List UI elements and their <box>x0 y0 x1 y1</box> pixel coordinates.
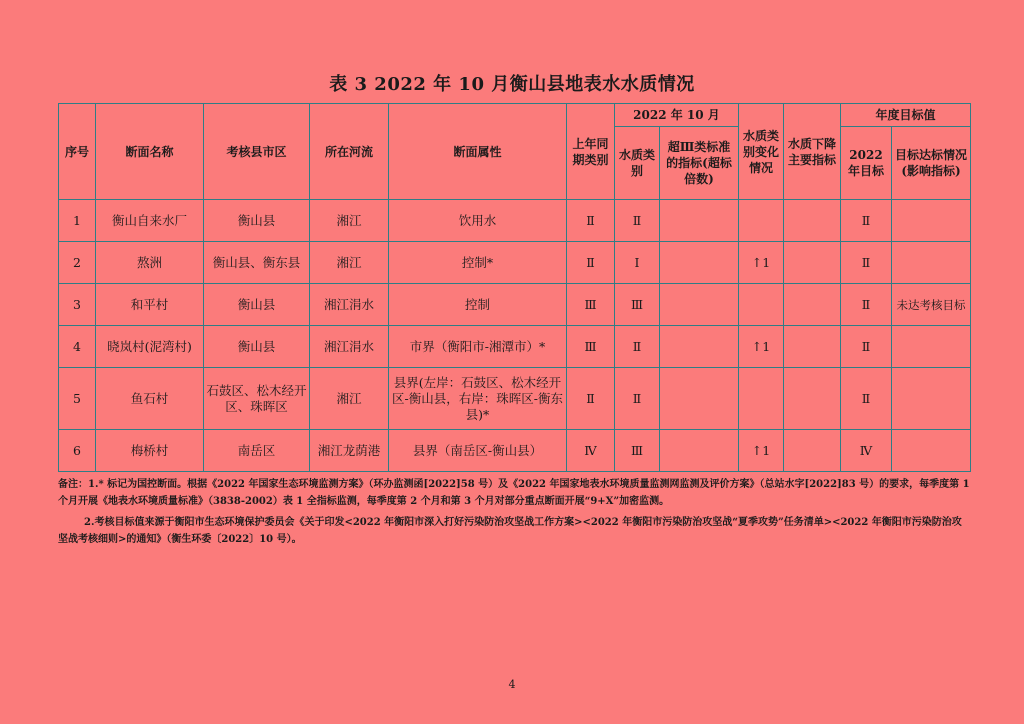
cell-class-change: ↑1 <box>739 326 784 368</box>
cell-exceed <box>660 368 739 430</box>
cell-target: Ⅱ <box>841 326 892 368</box>
table-notes <box>58 476 970 548</box>
page-number: 4 <box>508 678 516 691</box>
header-county: 考核县市区 <box>204 104 310 200</box>
cell-last-year: Ⅱ <box>567 200 615 242</box>
table-row <box>59 430 971 472</box>
table-row <box>59 326 971 368</box>
note-2: 2.考核目标值来源于衡阳市生态环境保护委员会《关于印发<2022 年衡阳市深入打好污染防治攻坚战工作方案><2022 年衡阳市污染防治攻坚战“夏季攻势”任务清单><2022 年衡阳市污染防治攻坚战考核细则>的通知》（衡生环委〔2022〕10 号）。 <box>58 517 962 545</box>
cell-county: 衡山县 <box>204 284 310 326</box>
cell-class-change <box>739 368 784 430</box>
header-target-2022: 2022 年目标 <box>841 127 892 200</box>
cell-county: 石鼓区、松木经开区、珠晖区 <box>204 368 310 430</box>
header-decline: 水质下降主要指标 <box>784 104 841 200</box>
cell-river: 湘江龙荫港 <box>310 430 389 472</box>
cell-no: 2 <box>59 242 96 284</box>
cell-target: Ⅱ <box>841 200 892 242</box>
cell-no: 4 <box>59 326 96 368</box>
cell-water-class: Ⅲ <box>615 284 660 326</box>
cell-name: 和平村 <box>96 284 204 326</box>
cell-last-year: Ⅲ <box>567 284 615 326</box>
cell-water-class: Ⅱ <box>615 326 660 368</box>
cell-exceed <box>660 242 739 284</box>
header-target-group: 年度目标值 <box>841 104 971 127</box>
cell-target: Ⅱ <box>841 284 892 326</box>
cell-river: 湘江涓水 <box>310 284 389 326</box>
cell-name: 衡山自来水厂 <box>96 200 204 242</box>
cell-target: Ⅱ <box>841 242 892 284</box>
cell-attribute: 控制* <box>389 242 567 284</box>
cell-no: 1 <box>59 200 96 242</box>
cell-target: Ⅱ <box>841 368 892 430</box>
cell-water-class: Ⅰ <box>615 242 660 284</box>
cell-class-change: ↑1 <box>739 242 784 284</box>
cell-county: 南岳区 <box>204 430 310 472</box>
cell-name: 晓岚村(泥湾村) <box>96 326 204 368</box>
cell-status <box>892 326 971 368</box>
cell-water-class: Ⅲ <box>615 430 660 472</box>
cell-decline <box>784 326 841 368</box>
cell-water-class: Ⅱ <box>615 200 660 242</box>
header-river: 所在河流 <box>310 104 389 200</box>
cell-name: 熬洲 <box>96 242 204 284</box>
cell-last-year: Ⅱ <box>567 368 615 430</box>
cell-river: 湘江 <box>310 368 389 430</box>
water-quality-table <box>58 103 971 472</box>
cell-exceed <box>660 326 739 368</box>
cell-exceed <box>660 430 739 472</box>
header-no: 序号 <box>59 104 96 200</box>
cell-water-class: Ⅱ <box>615 368 660 430</box>
cell-decline <box>784 284 841 326</box>
cell-county: 衡山县 <box>204 326 310 368</box>
cell-status <box>892 368 971 430</box>
table-title: 表 3 2022 年 10 月衡山县地表水水质情况 <box>329 74 695 95</box>
cell-attribute: 控制 <box>389 284 567 326</box>
table-row <box>59 284 971 326</box>
cell-no: 3 <box>59 284 96 326</box>
note-1: 备注：1.* 标记为国控断面。根据《2022 年国家生态环境监测方案》（环办监测函[2022]58 号）及《2022 年国家地表水环境质量监测网监测及评价方案》（总站水字[2022]83 号）的要求，每季度第 1 个月开展《地表水环境质量标准》（3838-2002）表 1 全指标监测，每季度第 2 个月和第 3 个月对部分重点断面开展“9+X”加密监测。 <box>58 479 970 507</box>
table-row <box>59 200 971 242</box>
cell-river: 湘江 <box>310 200 389 242</box>
table-row <box>59 368 971 430</box>
header-month-group: 2022 年 10 月 <box>615 104 739 127</box>
cell-attribute: 县界(左岸：石鼓区、松木经开区-衡山县，右岸：珠晖区-衡东县)* <box>389 368 567 430</box>
header-section-name: 断面名称 <box>96 104 204 200</box>
cell-river: 湘江 <box>310 242 389 284</box>
cell-decline <box>784 368 841 430</box>
cell-exceed <box>660 200 739 242</box>
cell-decline <box>784 200 841 242</box>
cell-last-year: Ⅱ <box>567 242 615 284</box>
cell-class-change: ↑1 <box>739 430 784 472</box>
cell-decline <box>784 242 841 284</box>
cell-river: 湘江涓水 <box>310 326 389 368</box>
table-row <box>59 242 971 284</box>
cell-target: Ⅳ <box>841 430 892 472</box>
cell-county: 衡山县 <box>204 200 310 242</box>
cell-no: 5 <box>59 368 96 430</box>
cell-status: 未达考核目标 <box>892 284 971 326</box>
cell-name: 梅桥村 <box>96 430 204 472</box>
cell-county: 衡山县、衡东县 <box>204 242 310 284</box>
cell-exceed <box>660 284 739 326</box>
cell-status <box>892 242 971 284</box>
header-attribute: 断面属性 <box>389 104 567 200</box>
header-water-class: 水质类别 <box>615 127 660 200</box>
cell-no: 6 <box>59 430 96 472</box>
cell-class-change <box>739 284 784 326</box>
cell-attribute: 市界（衡阳市-湘潭市）* <box>389 326 567 368</box>
cell-name: 鱼石村 <box>96 368 204 430</box>
cell-decline <box>784 430 841 472</box>
header-exceed: 超Ⅲ类标准的指标(超标倍数) <box>660 127 739 200</box>
header-last-year: 上年同期类别 <box>567 104 615 200</box>
cell-attribute: 县界（南岳区-衡山县） <box>389 430 567 472</box>
cell-attribute: 饮用水 <box>389 200 567 242</box>
header-target-status: 目标达标情况(影响指标) <box>892 127 971 200</box>
cell-status <box>892 430 971 472</box>
cell-status <box>892 200 971 242</box>
header-class-change: 水质类别变化情况 <box>739 104 784 200</box>
cell-last-year: Ⅳ <box>567 430 615 472</box>
cell-last-year: Ⅲ <box>567 326 615 368</box>
cell-class-change <box>739 200 784 242</box>
